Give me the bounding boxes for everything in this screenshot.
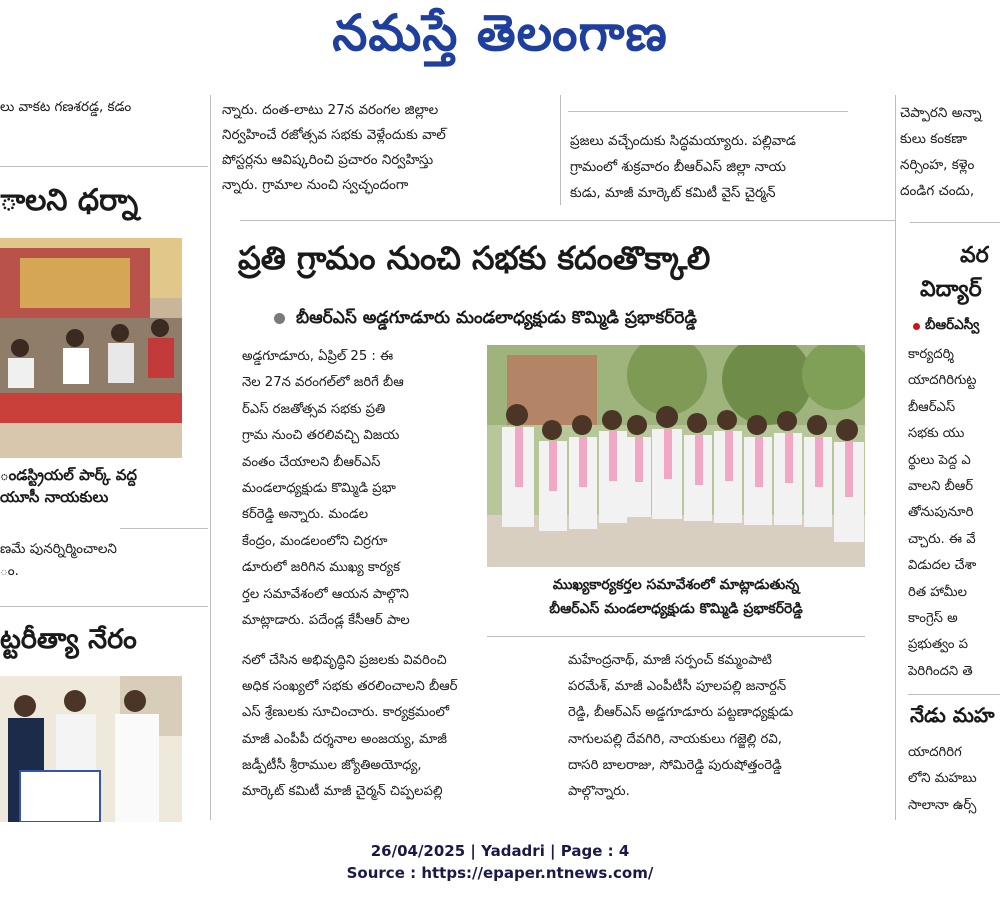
column-rule (210, 95, 211, 820)
text-line: దాసరి బాలరాజు, సోమిరెడ్డి పురుషోత్తంరెడ్డి (568, 757, 782, 773)
text-line: కేంద్రం, మండలంలోని చిర్రగూ (242, 533, 388, 549)
right-bullet-line: బీఆర్ఎస్వీ (925, 317, 980, 333)
text-line: గ్రామంలో శుక్రవారం బీఆర్ఎస్ జిల్లా నాయ (570, 159, 786, 175)
divider (487, 636, 865, 637)
text-line: కార్యదర్శి (908, 347, 954, 362)
text-line: వాలని బీఆర్ (908, 479, 974, 495)
subhead-bullet-icon (274, 313, 285, 324)
text-line: సాలానా ఉర్స్ (908, 797, 977, 813)
text-line: చ్చారు. ఈ వే (908, 531, 976, 547)
text-line: ర్థులు పెద్ద ఎ (908, 452, 971, 468)
article-photo (487, 345, 865, 567)
divider (908, 694, 1000, 695)
photo-caption-line: బీఆర్ఎస్ మండలాధ్యక్షుడు కొమ్మిడి ప్రభాకర్‌రెడ్డి (549, 601, 803, 617)
protest-photo-graphic (0, 238, 182, 458)
divider (568, 111, 848, 112)
text-line: పాల్గొన్నారు. (568, 784, 630, 800)
article-subhead: బీఆర్ఎస్ అడ్డగూడూరు మండలాధ్యక్షుడు కొమ్మిడి ప్రభాకర్‌రెడ్డి (296, 308, 697, 328)
left-headline-1: ాలని ధర్నా (0, 183, 139, 218)
protest-photo (0, 238, 182, 458)
text-line: డూరులో జరిగిన ముఖ్య కార్యక (242, 560, 401, 576)
divider (0, 606, 208, 607)
text-line: విడుదల చేశా (908, 558, 977, 574)
text-line: మహేంద్రనాథ్, మాజీ సర్పంచ్ కమ్మంపాటి (568, 653, 772, 668)
article-headline: ప్రతి గ్రామం నుంచి సభకు కదంతొక్కాలి (238, 239, 711, 277)
text-line: ర్ఎస్ రజతోత్సవ సభకు ప్రతి (242, 401, 386, 417)
divider (120, 528, 208, 529)
text-line: వంతం చేయాలని బీఆర్ఎస్ (242, 454, 381, 470)
left-top-snippet: లు వాకట గణశరడ్డ, కడం (0, 99, 132, 115)
text-line: కులు కంకణా (900, 131, 967, 147)
text-line: ఎస్ శ్రేణులకు సూచించారు. కార్యక్రమంలో (242, 705, 450, 721)
text-line: సభకు యు (908, 426, 965, 442)
footer-source-line: Source : https://epaper.ntnews.com/ (346, 864, 654, 882)
text-line: ప్రభుత్వం ప (908, 637, 969, 653)
right-bullet-icon (913, 323, 920, 330)
text-line: మాజీ ఎంపీపీ దర్శనాల అంజయ్య, మాజీ (242, 731, 447, 747)
divider (0, 166, 208, 167)
text-line: ర్తల సమావేశంలో ఆయన పాల్గొని (242, 586, 409, 602)
text-line: నిర్వహించే రజోత్సవ సభకు వెళ్లేందుకు వాల్ (222, 127, 446, 143)
photo-caption-line: ండస్ట్రియల్ పార్క్ వద్ద (0, 466, 138, 484)
text-line: తోనుపునూరి (908, 505, 974, 521)
text-line: మార్కెట్ కమిటీ మాజీ చైర్మన్ చిప్పలపల్లి (242, 784, 443, 800)
text-line: పరమేశ్, మాజీ ఎంపీటీసీ పూలపల్లి జనార్దన్ (568, 679, 787, 695)
text-line: నర్సింహ, కళ్లెం (900, 157, 975, 173)
text-line: యాదగిరిగ (908, 745, 962, 760)
text-line: న్నారు. గ్రామాల నుంచి స్వచ్ఛందంగా (222, 177, 409, 193)
text-line: అధిక సంఖ్యలో సభకు తరలించాలని బీఆర్ (242, 679, 458, 695)
text-line: కర్‌రెడ్డి అన్నారు. మండల (242, 507, 369, 523)
text-line: అడ్డగూడూరు, ఏప్రిల్ 25 : ఈ (242, 349, 394, 364)
text-line: మండలాధ్యక్షుడు కొమ్మిడి ప్రభా (242, 481, 396, 497)
text-line: పోస్టర్లను ఆవిష్కరించి ప్రచారం నిర్వహిస్తు (222, 152, 434, 168)
text-line: మాట్లాడారు. పదేండ్ల కేసీఆర్ పాల (242, 613, 410, 629)
right-headline-line: వర (960, 243, 989, 268)
text-line: నాగులపల్లి దేవగిరి, నాయకులు గజ్జెల్లి రవి, (568, 731, 782, 747)
text-line: రెడ్డి, బీఆర్ఎస్ అడ్డగూడూరు పట్టణాధ్యక్షుడు (568, 705, 794, 721)
text-line: ప్రజలు వచ్చేందుకు సిద్ధమయ్యారు. పల్లివాడ (570, 133, 796, 149)
text-line: రిత హామీల (908, 584, 967, 600)
photo-caption-line: యూసీ నాయకులు (0, 488, 109, 506)
text-line: పెరిగిందని తె (908, 663, 973, 679)
column-rule (560, 95, 561, 205)
text-line: కుడు, మాజీ మార్కెట్ కమిటీ వైస్ చైర్మన్ (570, 185, 776, 201)
text-line: గ్రామ నుంచి తరలివచ్చి విజయ (242, 428, 400, 444)
column-rule (895, 95, 896, 820)
article-photo-graphic (487, 345, 865, 567)
text-line: బీఆర్ఎస్ (908, 399, 956, 415)
text-line: న్నారు. దంత-లాటు 27న వరంగల జిల్లాల (222, 102, 439, 118)
award-photo-graphic (0, 676, 182, 822)
text-line: కాంగ్రెస్ అ (908, 611, 958, 627)
text-line: నలో చేసిన అభివృద్ధిని ప్రజలకు వివరించి (242, 653, 447, 668)
text-line: ణమే పునర్నిర్మించాలని (0, 541, 117, 557)
divider (910, 222, 1000, 223)
masthead-title: నమస్తే తెలంగాణ (332, 4, 668, 62)
divider (240, 220, 895, 221)
photo-caption-line: ముఖ్యకార్యకర్తల సమావేశంలో మాట్లాడుతున్న (552, 577, 800, 593)
text-line: దండిగ చందు, (900, 183, 975, 199)
text-line: చెప్పారని అన్నా (900, 105, 982, 121)
text-line: నెల 27న వరంగల్‌లో జరిగే బీఆ (242, 375, 404, 391)
left-headline-2: ట్టరీత్యా నేరం (0, 624, 137, 655)
award-photo (0, 676, 182, 822)
right-headline-line: విద్యార్ (920, 277, 982, 302)
right-headline-2: నేడు మహ (910, 703, 995, 727)
text-line: జడ్పీటీసీ శ్రీరాముల జ్యోతిఅయోధ్య, (242, 757, 422, 773)
footer-date-line: 26/04/2025 | Yadadri | Page : 4 (370, 842, 630, 860)
text-line: ం. (0, 563, 19, 579)
text-line: యాదగిరిగుట్ట (908, 373, 977, 389)
text-line: లోని మహబు (908, 771, 977, 787)
